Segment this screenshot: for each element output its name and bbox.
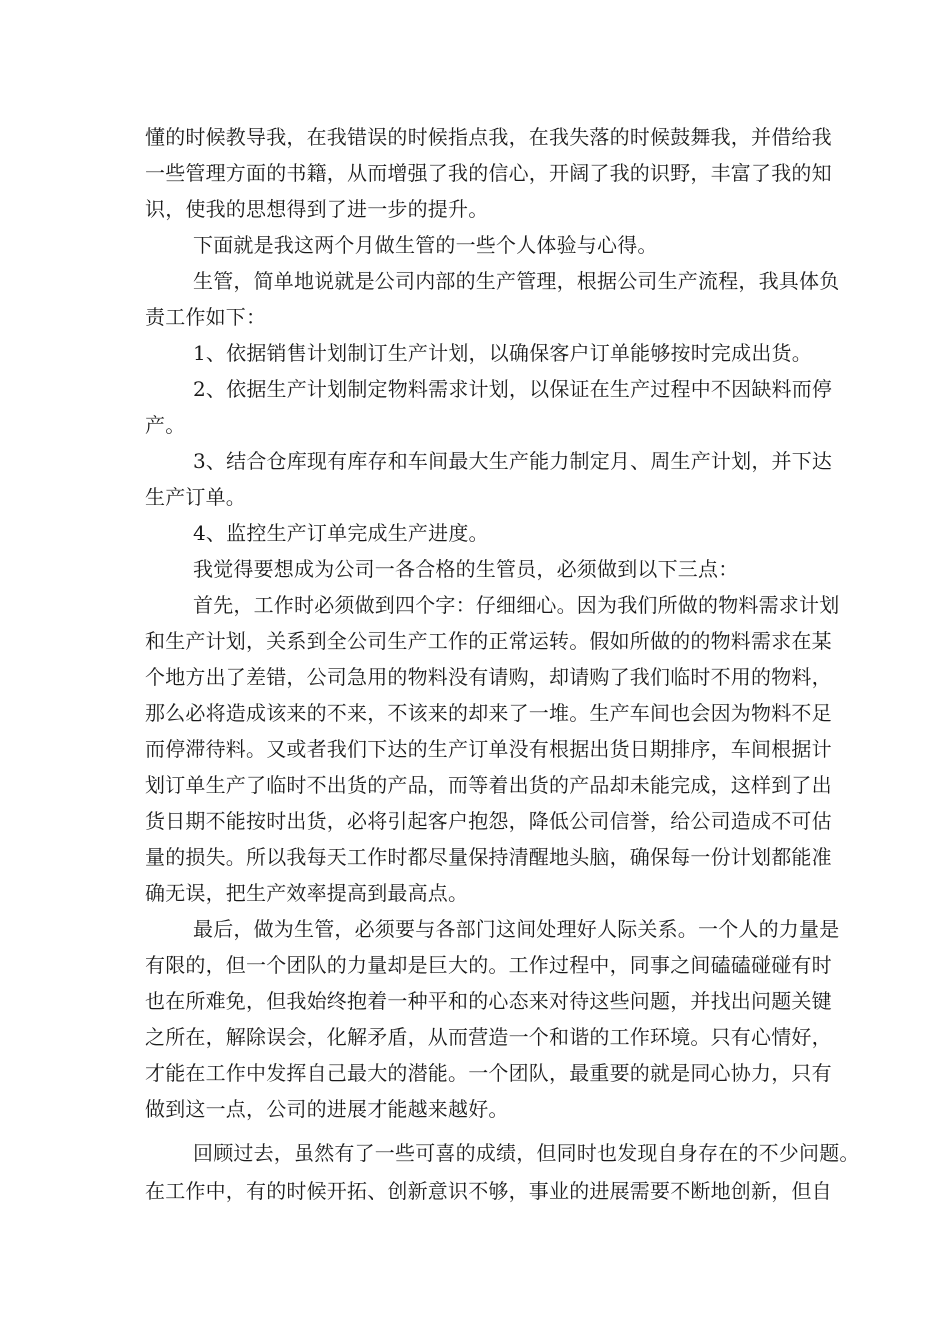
text-line: 之所在，解除误会，化解矛盾，从而营造一个和谐的工作环境。只有心情好，	[145, 1025, 832, 1049]
text-line: 一些管理方面的书籍，从而增强了我的信心，开阔了我的识野，丰富了我的知	[145, 161, 832, 185]
text-line: 货日期不能按时出货，必将引起客户抱怨，降低公司信誉，给公司造成不可估	[145, 809, 832, 833]
text-line: 回顾过去，虽然有了一些可喜的成绩，但同时也发现自身存在的不少问题。	[193, 1141, 860, 1165]
text-line: 在工作中，有的时候开拓、创新意识不够，事业的进展需要不断地创新，但自	[145, 1179, 832, 1203]
text-line: 量的损失。所以我每天工作时都尽量保持清醒地头脑，确保每一份计划都能准	[145, 845, 832, 869]
text-line: 那么必将造成该来的不来，不该来的却来了一堆。生产车间也会因为物料不足	[145, 701, 832, 725]
text-line: 3、结合仓库现有库存和车间最大生产能力制定月、周生产计划，并下达	[193, 449, 833, 473]
text-line: 产。	[145, 413, 186, 437]
text-line: 而停滞待料。又或者我们下达的生产订单没有根据出货日期排序，车间根据计	[145, 737, 832, 761]
text-line: 首先，工作时必须做到四个字：仔细细心。因为我们所做的物料需求计划	[193, 593, 840, 617]
text-line: 2、依据生产计划制定物料需求计划，以保证在生产过程中不因缺料而停	[193, 377, 833, 401]
text-line: 我觉得要想成为公司一各合格的生管员，必须做到以下三点：	[193, 557, 739, 581]
text-line: 最后，做为生管，必须要与各部门这间处理好人际关系。一个人的力量是	[193, 917, 840, 941]
text-line: 懂的时候教导我，在我错误的时候指点我，在我失落的时候鼓舞我，并借给我	[145, 125, 832, 149]
text-line: 个地方出了差错，公司急用的物料没有请购，却请购了我们临时不用的物料，	[145, 665, 832, 689]
text-line: 确无误，把生产效率提高到最高点。	[145, 881, 469, 905]
text-line: 才能在工作中发挥自己最大的潜能。一个团队，最重要的就是同心协力，只有	[145, 1061, 832, 1085]
text-line: 也在所难免，但我始终抱着一种平和的心态来对待这些问题，并找出问题关键	[145, 989, 832, 1013]
text-line: 下面就是我这两个月做生管的一些个人体验与心得。	[193, 233, 658, 257]
text-line: 识，使我的思想得到了进一步的提升。	[145, 197, 489, 221]
text-line: 生管，简单地说就是公司内部的生产管理，根据公司生产流程，我具体负	[193, 269, 840, 293]
text-line: 有限的，但一个团队的力量却是巨大的。工作过程中，同事之间磕磕碰碰有时	[145, 953, 832, 977]
text-line: 1、依据销售计划制订生产计划，以确保客户订单能够按时完成出货。	[193, 341, 812, 365]
text-line: 和生产计划，关系到全公司生产工作的正常运转。假如所做的的物料需求在某	[145, 629, 832, 653]
text-line: 划订单生产了临时不出货的产品，而等着出货的产品却未能完成，这样到了出	[145, 773, 832, 797]
text-line: 生产订单。	[145, 485, 246, 509]
text-line: 4、监控生产订单完成生产进度。	[193, 521, 489, 545]
text-line: 责工作如下：	[145, 305, 267, 329]
text-line: 做到这一点，公司的进展才能越来越好。	[145, 1097, 509, 1121]
